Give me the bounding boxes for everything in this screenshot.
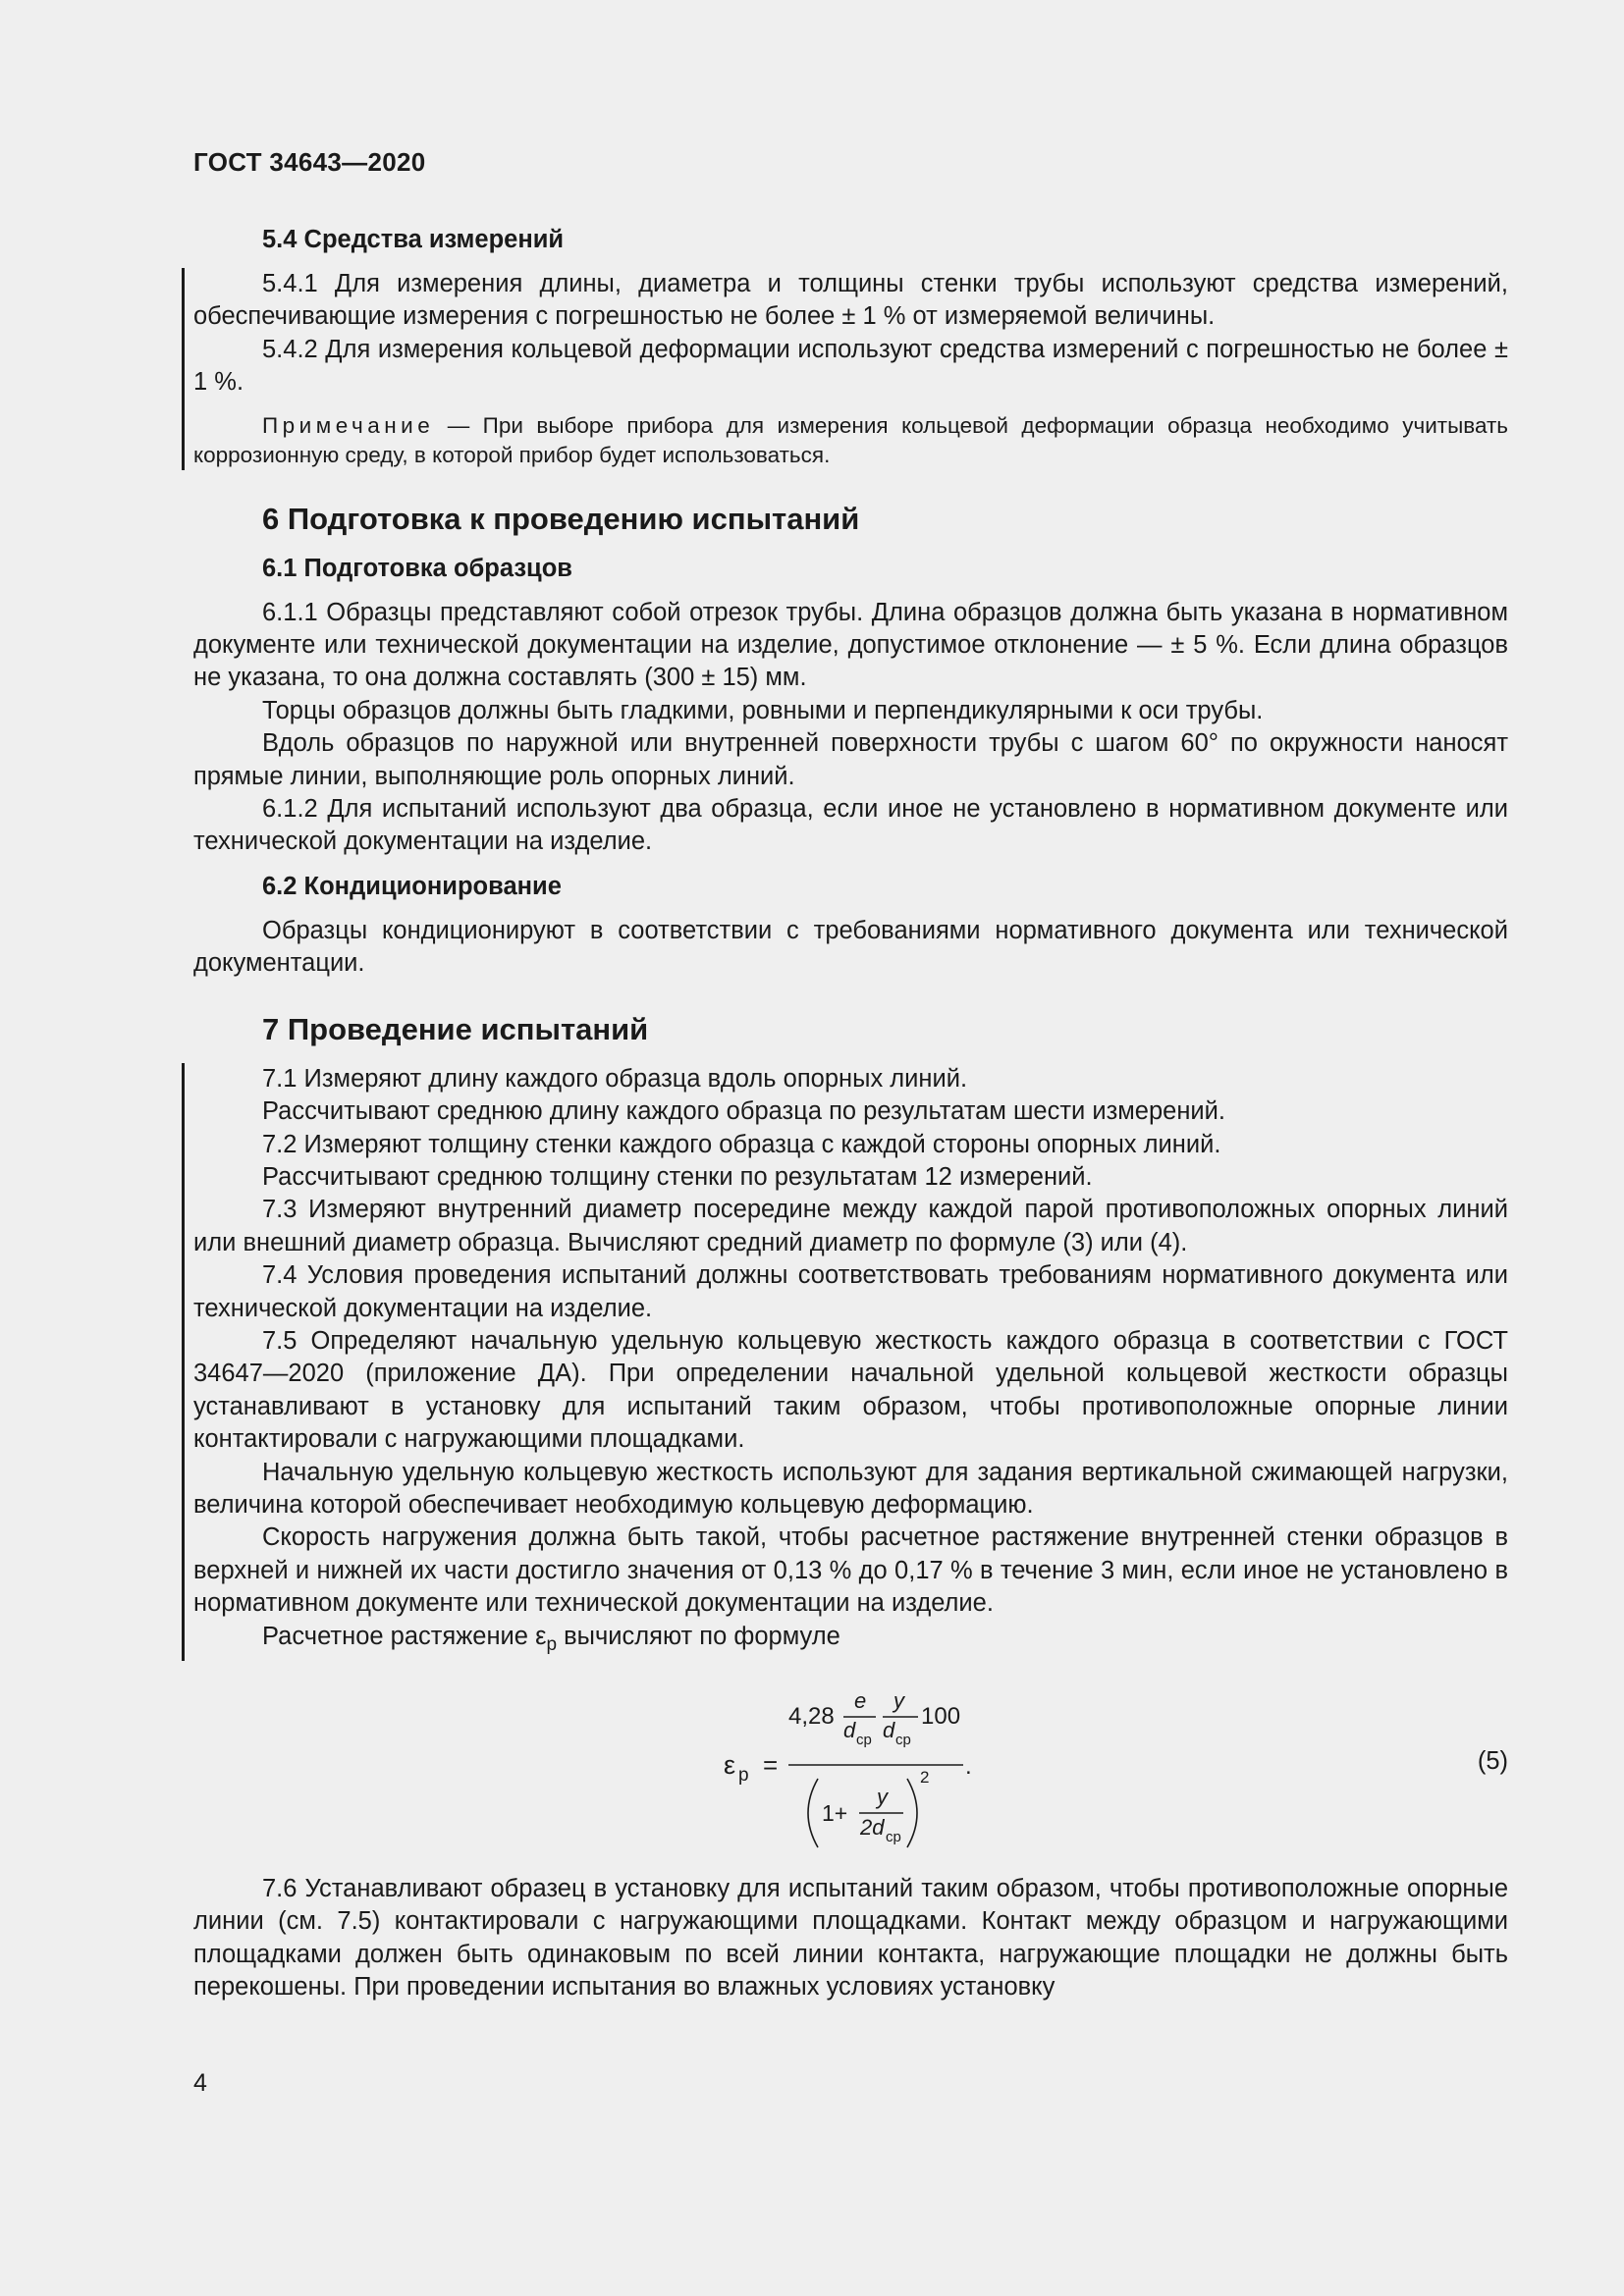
paragraph-7-6: 7.6 Устанавливают образец в установку для испытаний таким образом, чтобы противоположные опорные линии (см. 7.5) контактировали с нагружающими площадками. Контакт между образцом и нагружающими площадками должен быть одинаковым по всей линии контакта, нагружающие площадки не должны быть перекошены. При проведении испытания во влажных условиях установку xyxy=(193,1875,1508,2002)
note-text: — При выборе прибора для измерения кольцевой деформации образца необходимо учитывать коррозионную среду, в которой прибор будет использоваться. xyxy=(193,412,1508,467)
left-paren xyxy=(808,1779,818,1847)
page-number: 4 xyxy=(193,2069,207,2097)
paragraph-7-5-b: Начальную удельную кольцевую жесткость используют для задания вертикальной сжимающей нагрузки, величина которой обеспечивает необходимую кольцевую деформацию. xyxy=(193,1458,1508,1519)
paragraph-7-3: 7.3 Измеряют внутренний диаметр посередине между каждой парой противоположных опорных линий или внешний диаметр образца. Вычисляют средний диаметр по формуле (3) или (4). xyxy=(193,1196,1508,1256)
paragraph-7-5-c: Скорость нагружения должна быть такой, чтобы расчетное растяжение внутренней стенки образцов в верхней и нижней их части достигло значения от 0,13 % до 0,17 % в течение 3 мин, если иное не установлено в нормативном документе или технической документации на изделие. xyxy=(193,1523,1508,1618)
formula-lhs-sub: р xyxy=(738,1765,749,1786)
document-header: ГОСТ 34643—2020 xyxy=(193,147,426,177)
formula-e: e xyxy=(854,1688,867,1713)
formula-hundred: 100 xyxy=(921,1703,961,1730)
formula-svg xyxy=(714,1682,1185,1859)
formula-number: (5) xyxy=(1477,1747,1508,1775)
paragraph-7-4: 7.4 Условия проведения испытаний должны соответствовать требованиям нормативного документа или технической документации на изделие. xyxy=(193,1261,1508,1322)
paragraph-7-1: 7.1 Измеряют длину каждого образца вдоль опорных линий. xyxy=(262,1064,968,1093)
section-7-title: 7 Проведение испытаний xyxy=(262,1011,649,1046)
right-paren xyxy=(907,1779,917,1847)
note-label: Примечание xyxy=(262,412,435,438)
formula-lhs: ε xyxy=(724,1750,736,1780)
formula-power: 2 xyxy=(920,1768,930,1787)
formula-d1-sub: ср xyxy=(856,1732,872,1748)
formula-5 xyxy=(193,1682,1508,1859)
paragraph-7-2-b: Рассчитывают среднюю толщину стенки по результатам 12 измерений. xyxy=(262,1162,1093,1191)
formula-2d-sub: ср xyxy=(886,1829,901,1845)
formula-y2: y xyxy=(877,1785,888,1809)
paragraph-6-1-1-b: Торцы образцов должны быть гладкими, ровными и перпендикулярными к оси трубы. xyxy=(262,696,1264,724)
formula-one-plus: 1+ xyxy=(822,1800,848,1826)
formula-d2-sub: ср xyxy=(895,1732,911,1748)
paragraph-6-1-1: 6.1.1 Образцы представляют собой отрезок трубы. Длина образцов должна быть указана в нормативном документе или технической документации на изделие, допустимое отклонение — ± 5 %. Если длина образцов не указана, то она должна составлять (300 ± 15) мм. xyxy=(193,598,1508,692)
section-6-title: 6 Подготовка к проведению испытаний xyxy=(262,501,860,536)
paragraph-6-1-1-c: Вдоль образцов по наружной или внутренней поверхности трубы с шагом 60° по окружности наносят прямые линии, выполняющие роль опорных линий. xyxy=(193,729,1508,790)
section-6-1-title: 6.1 Подготовка образцов xyxy=(262,554,572,582)
document-content xyxy=(193,224,1508,2004)
change-bar-7 xyxy=(193,1063,1508,1661)
note-5-4 xyxy=(193,411,1508,470)
change-bar-5-4 xyxy=(193,268,1508,470)
paragraph-5-4-2: 5.4.2 Для измерения кольцевой деформации используют средства измерений с погрешностью не более ± 1 %. xyxy=(193,335,1508,397)
formula-2d: 2d xyxy=(860,1815,885,1840)
section-6-2-title: 6.2 Кондиционирование xyxy=(262,872,562,900)
formula-dot: . xyxy=(965,1753,972,1780)
formula-y1: y xyxy=(893,1688,904,1713)
paragraph-6-2: Образцы кондиционируют в соответствии с требованиями нормативного документа или технической документации. xyxy=(193,916,1508,978)
paragraph-7-1-b: Рассчитывают среднюю длину каждого образца по результатам шести измерений. xyxy=(262,1097,1226,1126)
formula-equals: = xyxy=(763,1750,779,1780)
paragraph-7-2: 7.2 Измеряют толщину стенки каждого образца с каждой стороны опорных линий. xyxy=(262,1130,1221,1158)
paragraph-7-5-d: Расчетное растяжение $\varepsilon_р$ вычисляют по формуле xyxy=(262,1622,840,1655)
paragraph-7-5: 7.5 Определяют начальную удельную кольцевую жесткость каждого образца в соответствии с ГОСТ 34647—2020 (приложение ДА). При определении начальной удельной кольцевой жесткости образцы устанавливают в установку для испытаний таким образом, чтобы противоположные опорные линии контактировали с нагружающими площадками. xyxy=(193,1326,1508,1454)
formula-d1: d xyxy=(843,1718,856,1742)
section-5-4-title: 5.4 Средства измерений xyxy=(262,226,565,253)
paragraph-5-4-1: 5.4.1 Для измерения длины, диаметра и толщины стенки трубы используют средства измерений, обеспечивающие измерения с погрешностью не более ± 1 % от измеряемой величины. xyxy=(193,270,1508,331)
formula-d2: d xyxy=(883,1718,895,1742)
formula-coef: 4,28 xyxy=(788,1703,835,1730)
paragraph-6-1-2: 6.1.2 Для испытаний используют два образца, если иное не установлено в нормативном документе или технической документации на изделие. xyxy=(193,795,1508,856)
